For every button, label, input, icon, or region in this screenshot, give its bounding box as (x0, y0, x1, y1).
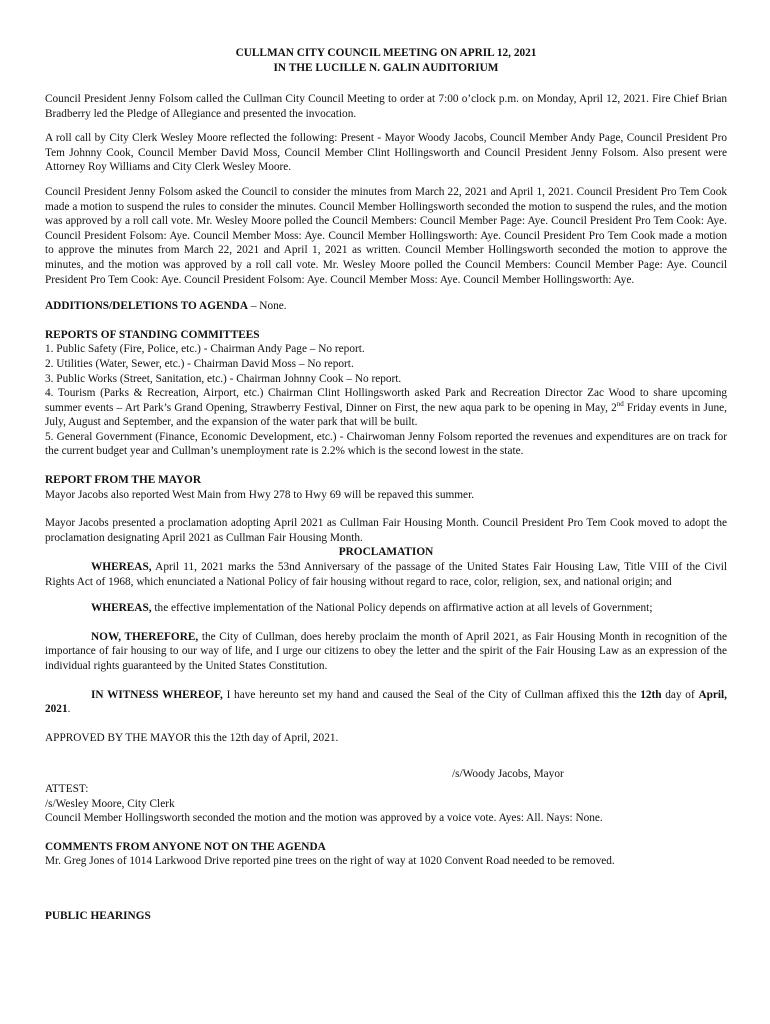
witness-day: 12th (640, 688, 662, 701)
public-hearings-heading: PUBLIC HEARINGS (45, 909, 151, 922)
whereas-2-text: the effective implementation of the National Policy depends on affirmative action at all levels of Government; (151, 602, 653, 615)
minutes-document (45, 46, 727, 924)
additions-deletions-heading: ADDITIONS/DELETIONS TO AGENDA (45, 300, 248, 313)
title-line-1: CULLMAN CITY COUNCIL MEETING ON APRIL 12, 2021 (235, 47, 537, 59)
witness-text: I have hereunto set my hand and caused the Seal of the City of Cullman affixed this the (222, 688, 641, 701)
tourism-superscript: nd (616, 399, 624, 408)
repave-paragraph: Mayor Jacobs also reported West Main from Hwy 278 to Hwy 69 will be repaved this summer. (45, 488, 475, 501)
now-therefore-label: NOW, THEREFORE, (91, 630, 199, 643)
attest-label: ATTEST: (45, 782, 89, 795)
mayor-signature: /s/Woody Jacobs, Mayor (452, 768, 564, 781)
witness-paragraph (45, 688, 727, 717)
witness-end: . (67, 703, 71, 716)
vote-line: Council Member Hollingsworth seconded the motion and the motion was approved by a voice vote. Ayes: All. Nays: None. (45, 812, 603, 825)
committee-item-utilities: 2. Utilities (Water, Sewer, etc.) - Chairman David Moss – No report. (45, 357, 354, 370)
now-therefore-paragraph (45, 630, 727, 674)
witness-label: IN WITNESS WHEREOF, (91, 688, 223, 701)
clerk-signature: /s/Wesley Moore, City Clerk (45, 797, 175, 810)
minutes-paragraph: Council President Jenny Folsom asked the Council to consider the minutes from March 22, 2021 and April 1, 2021. Council President Pro Tem Cook made a motion to suspend the rules to consider the minutes. Council Member Hollingsworth seconded the motion to suspend the rules, and the motion was approved by a roll call vote. Mr. Wesley Moore polled the Council Members: Council Member Page: Aye. Council President Pro Tem Cook: Aye. Council President Folsom: Aye. Council Member Moss: Aye. Council Member Hollingsworth: Aye. Council President Pro Tem Cook made a motion to approve the minutes from March 22, 2021 and April 1, 2021 as written. Council Member Hollingsworth seconded the motion to approve the minutes, and the motion was approved by a roll call vote. Mr. Wesley Moore polled the Council Members: Council Member Page: Aye. Council President Pro Tem Cook: Aye. Council President Folsom: Aye. Council Member Moss: Aye. Council Member Hollingsworth: Aye. (45, 185, 727, 286)
witness-mid: day of (661, 688, 699, 701)
committee-item-public-safety: 1. Public Safety (Fire, Police, etc.) - Chairman Andy Page – No report. (45, 343, 365, 356)
whereas-1-label: WHEREAS, (91, 561, 152, 574)
additions-deletions-text: – None. (248, 300, 287, 313)
title-line-2: IN THE LUCILLE N. GALIN AUDITORIUM (273, 62, 499, 74)
whereas-2-label: WHEREAS, (91, 602, 152, 615)
committee-item-tourism (45, 386, 727, 430)
proclamation-intro-paragraph: Mayor Jacobs presented a proclamation adopting April 2021 as Cullman Fair Housing Month. Council President Pro Tem Cook moved to adopt the proclamation designating April 2021 as Cullman Fair Housing Month. (45, 517, 727, 544)
document-title (45, 46, 727, 76)
now-therefore-text: the City of Cullman, does hereby proclaim the month of April 2021, as Fair Housing Month in recognition of the importance of fair housing to our way of life, and I urge our citizens to obey the letter and the spirit of the Fair Housing Law as an expression of the individual rights guaranteed by the United States Constitution. (45, 630, 727, 672)
whereas-1-text: April 11, 2021 marks the 53nd Anniversary of the passage of the United States Fair Housing Law, Title VIII of the Civil Rights Act of 1968, which enunciated a National Policy of fair housing without regard to race, color, religion, sex, and national origin; and (45, 561, 727, 588)
proclamation-heading: PROCLAMATION (338, 546, 434, 559)
witness-date: April, 2021 (45, 688, 727, 716)
comments-text: Mr. Greg Jones of 1014 Larkwood Drive reported pine trees on the right of way at 1020 Convent Road needed to be removed. (45, 855, 615, 868)
comments-heading: COMMENTS FROM ANYONE NOT ON THE AGENDA (45, 840, 326, 853)
committee-item-public-works: 3. Public Works (Street, Sanitation, etc.) - Chairman Johnny Cook – No report. (45, 372, 402, 385)
whereas-2-paragraph (45, 601, 727, 616)
whereas-1-paragraph (45, 560, 727, 589)
standing-committees-heading: REPORTS OF STANDING COMMITTEES (45, 328, 260, 341)
committee-item-general-government: 5. General Government (Finance, Economic Development, etc.) - Chairwoman Jenny Folsom reported the revenues and expenditures are on track for the current budget year and Cullman’s unemployment rate is 2.2% which is the second lowest in the state. (45, 430, 727, 458)
call-to-order-paragraph: Council President Jenny Folsom called the Cullman City Council Meeting to order at 7:00 o’clock p.m. on Monday, April 12, 2021. Fire Chief Brian Bradberry led the Pledge of Allegiance and presented the invocation. (45, 93, 727, 120)
roll-call-paragraph: A roll call by City Clerk Wesley Moore reflected the following: Present - Mayor Woody Jacobs, Council Member Andy Page, Council President Pro Tem Johnny Cook, Council Member David Moss, Council Member Clint Hollingsworth and Council President Jenny Folsom. Also present were Attorney Roy Williams and City Clerk Wesley Moore. (45, 132, 727, 174)
additions-deletions-line (45, 299, 727, 314)
tourism-text-b: Friday events in June, July, August and September, and the expansion of the water park that will be built. (45, 401, 727, 429)
mayor-report-heading: REPORT FROM THE MAYOR (45, 474, 201, 487)
approved-line: APPROVED BY THE MAYOR this the 12th day of April, 2021. (45, 731, 339, 744)
tourism-text-a: 4. Tourism (Parks & Recreation, Airport, etc.) Chairman Clint Hollingsworth asked Park and Recreation Director Zac Wood to share upcoming summer events – Art Park’s Grand Opening, Strawberry Festival, Dinner on First, the new aqua park to be opening in May, 2 (45, 387, 727, 414)
